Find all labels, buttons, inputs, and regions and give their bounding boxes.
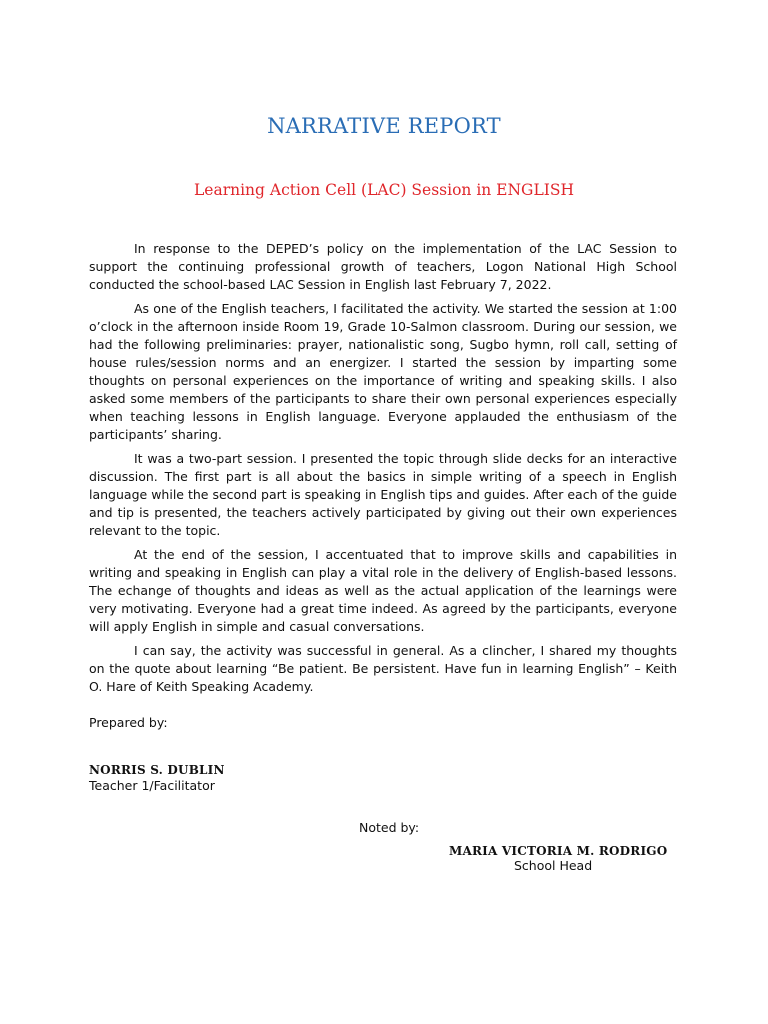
noter-role: School Head (514, 858, 593, 873)
paragraph-1: In response to the DEPED’s policy on the implementation of the LAC Session to support the continuing professional growth of teachers, Logon National High School conducted the school-based LAC Session in English last February 7, 2022. (89, 241, 677, 292)
report-body (89, 240, 677, 702)
prepared-by-label: Prepared by: (89, 715, 168, 730)
paragraph-5: I can say, the activity was successful in general. As a clincher, I shared my thoughts on the quote about learning “Be patient. Be persistent. Have fun in learning English” – Keith O. Hare of Keith Speaking Academy. (89, 643, 677, 694)
noter-name: MARIA VICTORIA M. RODRIGO (449, 844, 668, 858)
report-subtitle: Learning Action Cell (LAC) Session in ENGLISH (193, 181, 574, 199)
preparer-role: Teacher 1/Facilitator (89, 778, 215, 793)
paragraph-3: It was a two-part session. I presented the topic through slide decks for an interactive discussion. The first part is all about the basics in simple writing of a speech in English language while the second part is speaking in English tips and guides. After each of the guide and tip is presented, the teachers actively participated by giving out their own experiences relevant to the topic. (89, 451, 677, 538)
paragraph-4: At the end of the session, I accentuated that to improve skills and capabilities in writing and speaking in English can play a vital role in the delivery of English-based lessons. The echange of thoughts and ideas as well as the actual application of the learnings were very motivating. Everyone had a great time indeed. As agreed by the participants, everyone will apply English in simple and casual conversations. (89, 547, 677, 634)
paragraph-2: As one of the English teachers, I facilitated the activity. We started the session at 1:00 o’clock in the afternoon inside Room 19, Grade 10-Salmon classroom. During our session, we had the following preliminaries: prayer, nationalistic song, Sugbo hymn, roll call, setting of house rules/session norms and an energizer. I started the session by imparting some thoughts on personal experiences on the importance of writing and speaking skills. I also asked some members of the participants to share their own personal experiences especially when teaching lessons in English language. Everyone applauded the enthusiasm of the participants’ sharing. (89, 301, 677, 442)
noted-by-label: Noted by: (359, 820, 420, 835)
preparer-name: NORRIS S. DUBLIN (89, 763, 225, 777)
report-title: NARRATIVE REPORT (267, 114, 501, 138)
